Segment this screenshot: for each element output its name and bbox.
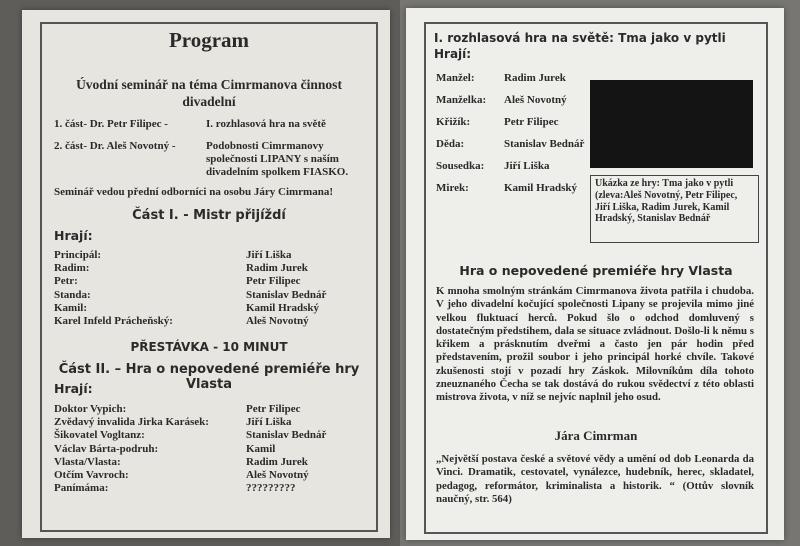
cast-actor: Aleš Novotný bbox=[504, 94, 567, 106]
cast-role: Kamil: bbox=[54, 301, 87, 314]
play-photo bbox=[590, 80, 753, 168]
act-1-title: Část I. - Mistr přijíždí bbox=[132, 208, 286, 223]
cast-actor: Radim Jurek bbox=[246, 455, 308, 468]
seminar-note: Seminář vedou přední odborníci na osobu Járy Cimrmana! bbox=[54, 186, 333, 198]
cast-role: Vlasta/Vlasta: bbox=[54, 455, 121, 468]
cast-actor: Aleš Novotný bbox=[246, 469, 309, 482]
vlasta-section-title: Hra o nepovedené premiéře hry Vlasta bbox=[459, 263, 733, 278]
vlasta-section-text: K mnoha smolným stránkám Cimrmanova života patřila i chudoba. V jeho divadelní kočující společnosti Lipany se projevila mimo jiné velkou fluktuací herců. Pokud šlo o odchod domluvený s dostatečným předstihem, dala se situace zvládnout. Došlo-li k němu s křikem a prásknutím dveřmi a často jen pár hodin před představením, prožil soubor i jeho principál horké chvíle. Takové zkušenosti stojí v pozadí hry Záskok. Milovníkům díla tohoto zneuznaného Čecha se tak dostává do rukou svědectví z této oblasti mistrova života, v níž se nejvíc naplnil jeho osud. bbox=[436, 285, 754, 404]
act-1-cast-heading: Hrají: bbox=[54, 228, 93, 243]
cast-role: Manžel: bbox=[436, 72, 475, 84]
act-2-cast-list bbox=[54, 403, 374, 495]
radio-play-cast-heading: Hrají: bbox=[434, 47, 472, 61]
cast-row bbox=[54, 416, 374, 429]
cast-actor: Petr Filipec bbox=[246, 403, 301, 415]
cast-actor: Stanislav Bednář bbox=[504, 138, 585, 150]
intermission-notice: PŘESTÁVKA - 10 MINUT bbox=[130, 340, 288, 354]
cast-row bbox=[54, 482, 374, 495]
cast-role: Mirek: bbox=[436, 182, 469, 194]
cast-actor: Jiří Liška bbox=[504, 160, 550, 172]
cast-role: Šikovatel Vogltanz: bbox=[54, 429, 145, 442]
cast-actor: Jiří Liška bbox=[246, 416, 292, 429]
part-2-description: Podobnosti Cimrmanovy společnosti LIPANY s naším divadelním spolkem FIASKO. bbox=[206, 140, 349, 178]
act-1-cast-list bbox=[54, 249, 374, 328]
cast-actor: Stanislav Bednář bbox=[246, 288, 327, 301]
cast-role: Karel Infeld Prácheňský: bbox=[54, 315, 173, 328]
cast-row bbox=[54, 249, 374, 262]
part-1-label: 1. část- Dr. Petr Filipec - bbox=[54, 118, 168, 130]
cast-actor: Aleš Novotný bbox=[246, 315, 309, 328]
cast-actor: Radim Jurek bbox=[246, 262, 308, 275]
cast-row bbox=[54, 302, 374, 315]
cast-role: Václav Bárta-podruh: bbox=[54, 442, 159, 455]
cast-actor: Petr Filipec bbox=[504, 116, 559, 128]
seminar-title: Úvodní seminář na téma Cimrmanova činnost divadelní bbox=[76, 77, 342, 109]
cast-role: Sousedka: bbox=[436, 160, 485, 172]
cast-role: Otčím Vavroch: bbox=[54, 469, 129, 482]
cast-role: Petr: bbox=[54, 275, 78, 288]
cast-role: Manželka: bbox=[436, 94, 487, 106]
cast-row bbox=[54, 289, 374, 302]
cast-row bbox=[54, 456, 374, 469]
cast-row bbox=[54, 403, 374, 416]
program-title: Program bbox=[168, 28, 250, 52]
cast-row bbox=[54, 315, 374, 328]
radio-play-heading bbox=[434, 30, 754, 62]
radio-play-cast-list bbox=[436, 72, 596, 202]
cast-row bbox=[54, 429, 374, 442]
cast-role: Křižík: bbox=[436, 116, 471, 128]
cast-actor: Kamil Hradský bbox=[504, 182, 578, 194]
cast-role: Standa: bbox=[54, 288, 91, 301]
cimrman-quote: „Největší postava české a světové vědy a umění od dob Leonarda da Vinci. Dramatik, cestovatel, vynálezce, hudebník, herec, skladatel, pedagog, reformátor, kriminalista a historik. “ (Ottův slovník naučný, str. 564) bbox=[436, 453, 754, 505]
radio-play-title: I. rozhlasová hra na světě: Tma jako v pytli bbox=[434, 31, 726, 45]
cast-role: Děda: bbox=[436, 138, 465, 150]
act-2-title: Část II. – Hra o nepovedené premiéře hry Vlasta bbox=[58, 362, 360, 392]
cast-actor: Kamil Hradský bbox=[246, 301, 320, 314]
cast-row bbox=[54, 262, 374, 275]
part-2-label: 2. část- Dr. Aleš Novotný - bbox=[54, 140, 176, 152]
cast-role: Panímáma: bbox=[54, 482, 109, 495]
cast-actor: Kamil bbox=[246, 442, 276, 455]
cast-actor: Radim Jurek bbox=[504, 72, 566, 84]
act-2-cast-heading: Hrají: bbox=[54, 381, 93, 396]
cast-role: Doktor Vypich: bbox=[54, 403, 127, 415]
cast-actor: Jiří Liška bbox=[246, 249, 292, 261]
photo-caption: Ukázka ze hry: Tma jako v pytli (zleva:Aleš Novotný, Petr Filipec, Jiří Liška, Radim Jurek, Kamil Hradský, Stanislav Bednář bbox=[590, 175, 759, 243]
cast-actor: Petr Filipec bbox=[246, 275, 301, 288]
cast-row bbox=[54, 275, 374, 288]
cast-role: Zvědavý invalida Jirka Karásek: bbox=[54, 416, 209, 429]
cast-row bbox=[54, 469, 374, 482]
cast-role: Radim: bbox=[54, 262, 90, 275]
cast-row bbox=[54, 443, 374, 456]
cimrman-title: Jára Cimrman bbox=[554, 428, 638, 443]
cast-actor: ????????? bbox=[246, 482, 296, 495]
cast-actor: Stanislav Bednář bbox=[246, 429, 327, 442]
cast-role: Principál: bbox=[54, 249, 102, 261]
part-1-description: I. rozhlasová hra na světě bbox=[206, 118, 326, 130]
